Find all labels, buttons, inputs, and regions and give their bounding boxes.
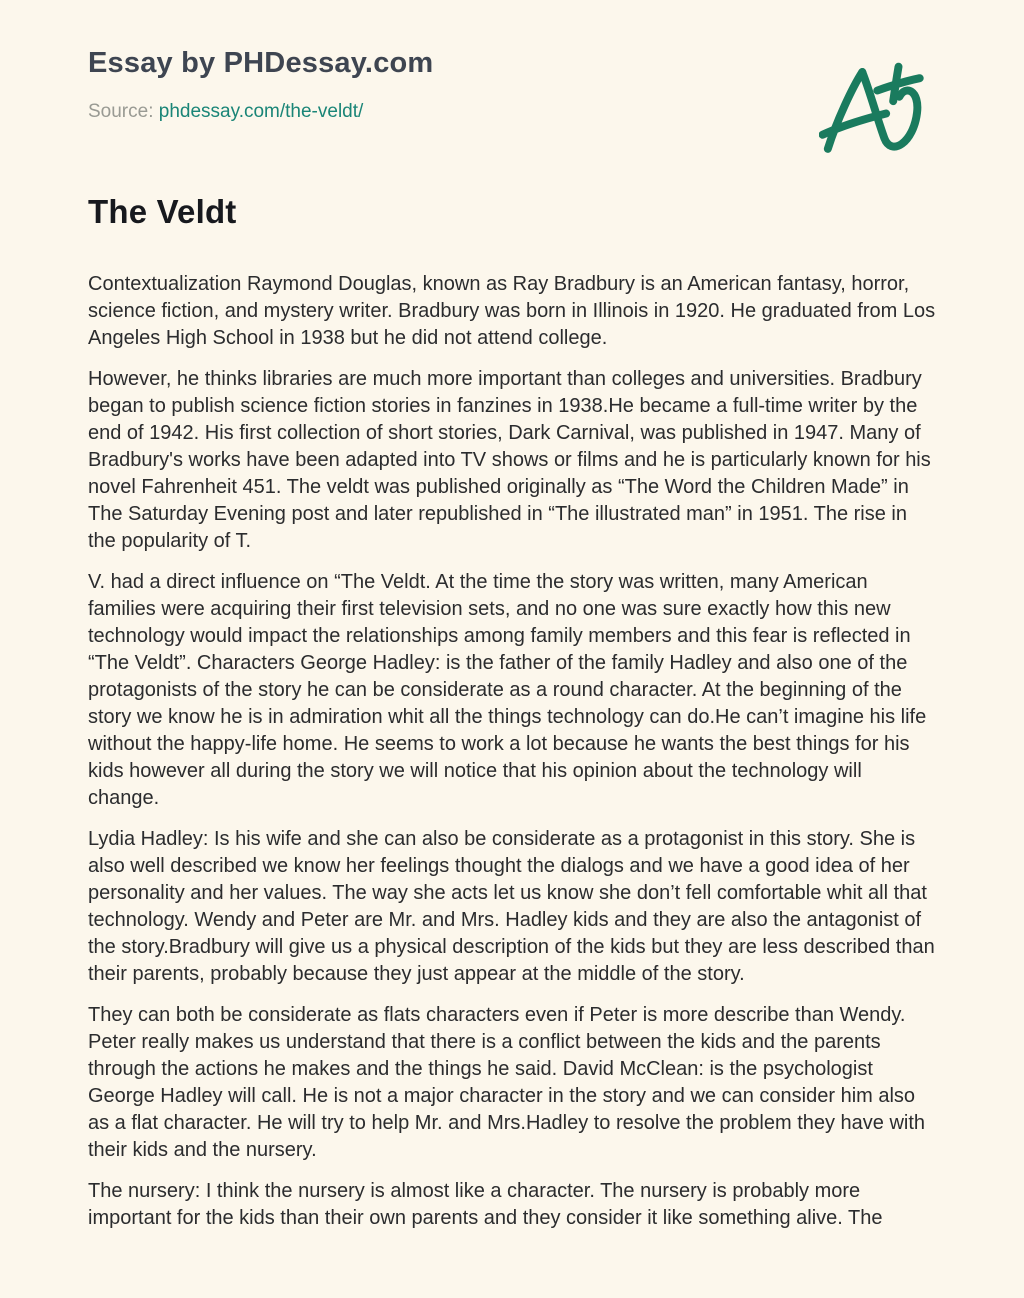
source-link[interactable]: phdessay.com/the-veldt/ bbox=[158, 101, 364, 122]
essay-paragraph-3: V. had a direct influence on “The Veldt. At the time the story was written, many American families were acquiring their first television sets, and no one was sure exactly how this new technology would impact the relationships among family members and this fear is reflected in “The Veldt”. Characters George Hadley: is the father of the family Hadley and also one of the protagonists of the story he can be considerate as a round character. At the beginning of the story we know he is in admiration whit all the things technology can do.He can’t imagine his life without the happy-life home. He seems to work a lot because he wants the best things for his kids however all during the story we will notice that his opinion about the technology will change. bbox=[88, 571, 927, 809]
document-header bbox=[88, 47, 936, 123]
source-row bbox=[88, 101, 936, 123]
essay-paragraph-5: They can both be considerate as flats characters even if Peter is more describe than Wendy. Peter really makes us understand that there is a conflict between the kids and the parents through the actions he makes and the things he said. David McClean: is the psychologist George Hadley will call. He is not a major character in the story and we can consider him also as a flat character. He will try to help Mr. and Mrs.Hadley to resolve the problem they have with their kids and the nursery. bbox=[88, 1004, 926, 1161]
essay-body bbox=[88, 271, 936, 1230]
source-label: Source: bbox=[88, 101, 154, 122]
essay-paragraph-6: The nursery: I think the nursery is almost like a character. The nursery is probably more important for the kids than their own parents and they consider it like something alive. The bbox=[88, 1180, 883, 1229]
essay-paragraph-1: Contextualization Raymond Douglas, known as Ray Bradbury is an American fantasy, horror, science fiction, and mystery writer. Bradbury was born in Illinois in 1920. He graduated from Los Angeles High School in 1938 but he did not attend college. bbox=[88, 273, 936, 349]
essay-paragraph-2: However, he thinks libraries are much more important than colleges and universities. Bradbury began to publish science fiction stories in fanzines in 1938.He became a full-time writer by the end of 1942. His first collection of short stories, Dark Carnival, was published in 1947. Many of Bradbury's works have been adapted into TV shows or films and he is particularly known for his novel Fahrenheit 451. The veldt was published originally as “The Word the Children Made” in The Saturday Evening post and later republished in “The illustrated man” in 1951. The rise in the popularity of T. bbox=[88, 368, 931, 552]
header-title: Essay by PHDessay.com bbox=[88, 47, 434, 79]
essay-paragraph-4: Lydia Hadley: Is his wife and she can also be considerate as a protagonist in this story. She is also well described we know her feelings thought the dialogs and we have a good idea of her personality and her values. The way she acts let us know she don’t fell comfortable whit all that technology. Wendy and Peter are Mr. and Mrs. Hadley kids and they are also the antagonist of the story.Bradbury will give us a physical description of the kids but they are less described than their parents, probably because they just appear at the middle of the story. bbox=[88, 828, 935, 985]
essay-title: The Veldt bbox=[88, 193, 237, 230]
phdessay-a-plus-logo-icon bbox=[819, 55, 925, 165]
essay-paragraph-6-clipped bbox=[88, 1178, 936, 1230]
